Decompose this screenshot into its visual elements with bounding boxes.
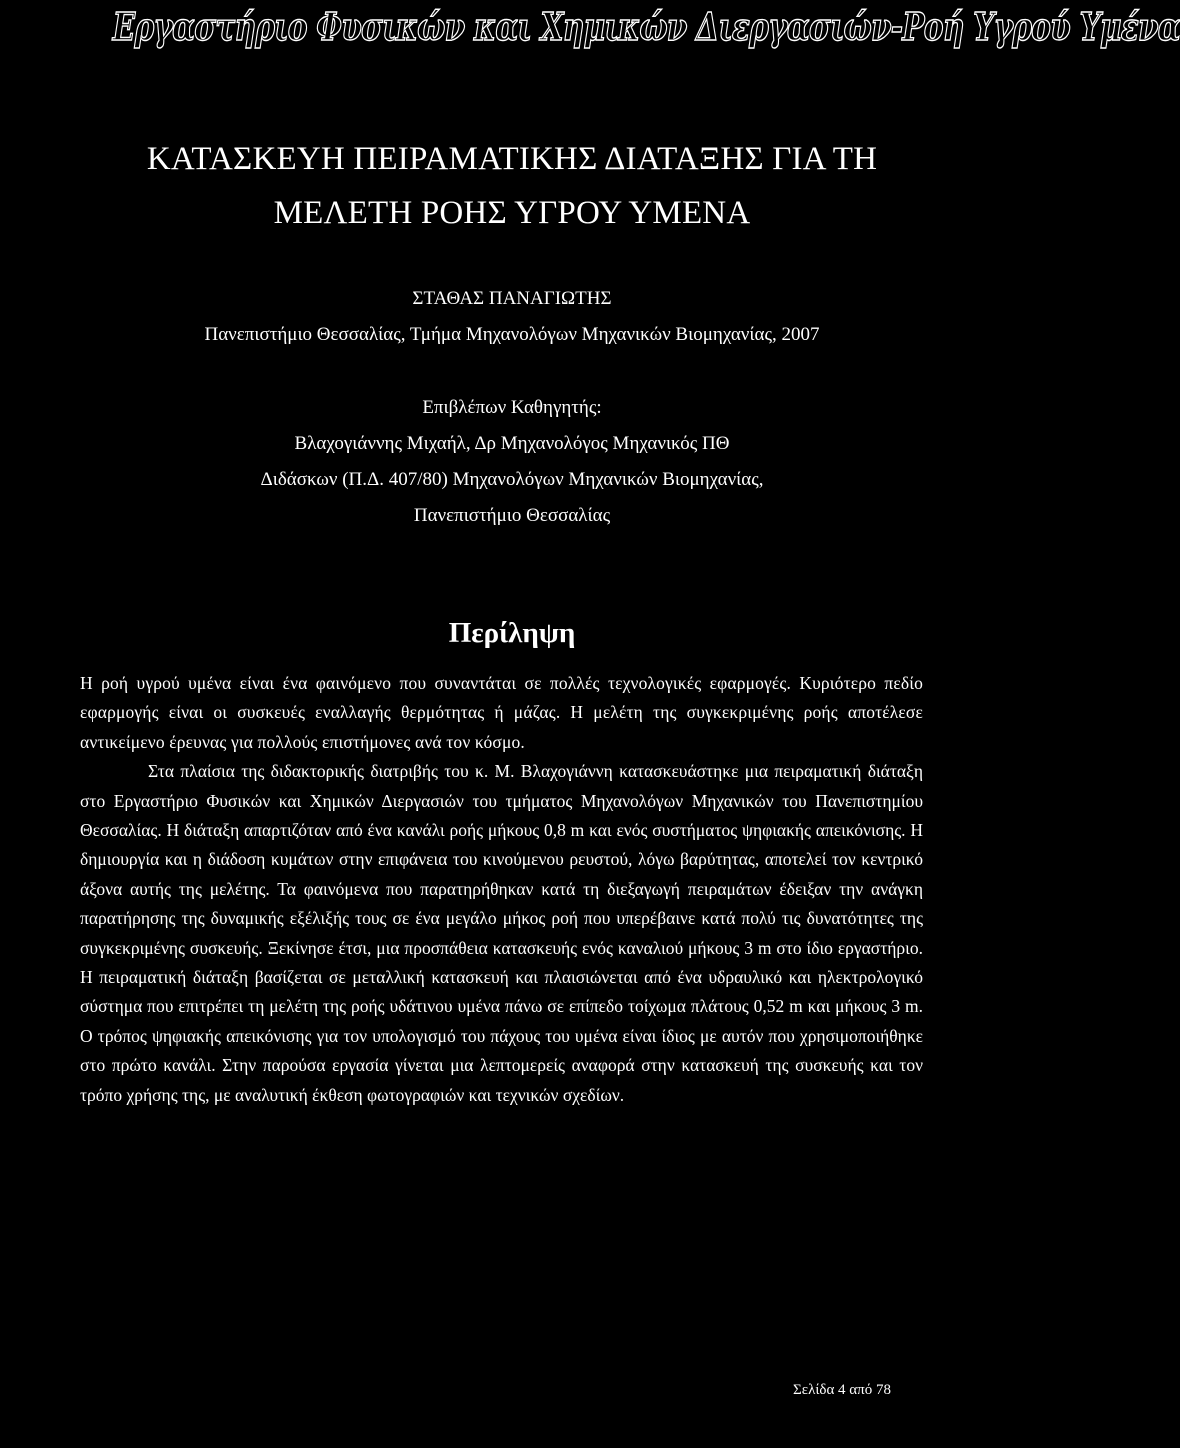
title-line-2: ΜΕΛΕΤΗ ΡΟΗΣ ΥΓΡΟΥ ΥΜΕΝΑ xyxy=(273,195,751,231)
author-affiliation: Πανεπιστήμιο Θεσσαλίας, Τμήμα Μηχανολόγων Μηχανικών Βιομηχανίας, 2007 xyxy=(204,324,820,345)
abstract-body xyxy=(80,669,923,1110)
author-name: ΣΤΑΘΑΣ ΠΑΝΑΓΙΩΤΗΣ xyxy=(412,288,612,309)
abstract-paragraph-2: Στα πλαίσια της διδακτορικής διατριβής του κ. Μ. Βλαχογιάννη κατασκευάστηκε μια πειραματική διάταξη στο Εργαστήριο Φυσικών και Χημικών Διεργασιών του τμήματος Μηχανολόγων Μηχανικών του Πανεπιστημίου Θεσσαλίας. Η διάταξη απαρτιζόταν από ένα κανάλι ροής μήκους 0,8 m και ενός συστήματος ψηφιακής απεικόνισης. Η δημιουργία και η διάδοση κυμάτων στην επιφάνεια του κινούμενου ρευστού, λόγω βαρύτητας, αποτελεί τον κεντρικό άξονα αυτής της μελέτης. Τα φαινόμενα που παρατηρήθηκαν κατά τη διεξαγωγή πειραμάτων έδειξαν την ανάγκη παρατήρησης της δυναμικής εξέλιξής τους σε ένα μεγάλο μήκος ροή που υπερέβαινε κατά πολύ τις δυνατότητες της συγκεκριμένης συσκευής. Ξεκίνησε έτσι, μια προσπάθεια κατασκευής ενός καναλιού μήκους 3 m στο ίδιο εργαστήριο. Η πειραματική διάταξη βασίζεται σε μεταλλική κατασκευή και πλαισιώνεται από ένα υδραυλικό και ηλεκτρολογικό σύστημα που επιτρέπει τη μελέτη της ροής υδάτινου υμένα πάνω σε επίπεδο τοίχωμα πλάτους 0,52 m και μήκους 3 m. Ο τρόπος ψηφιακής απεικόνισης για τον υπολογισμό του πάχους του υμένα είναι ίδιος με αυτόν που χρησιμοποιήθηκε στο πρώτο κανάλι. Στην παρούσα εργασία γίνεται μια λεπτομερείς αναφορά στην κατασκευή της συσκευής και τον τρόπο χρήσης της, με αναλυτική έκθεση φωτογραφιών και τεχνικών σχεδίων. xyxy=(80,761,923,1105)
abstract-paragraph-1: Η ροή υγρού υμένα είναι ένα φαινόμενο που συναντάται σε πολλές τεχνολογικές εφαρμογές. Κυριότερο πεδίο εφαρμογής είναι οι συσκευές εναλλαγής θερμότητας ή μάζας. Η μελέτη της συγκεκριμένης ροής αποτέλεσε αντικείμενο έρευνας για πολλούς επιστήμονες ανά τον κόσμο. xyxy=(80,673,923,752)
supervisor-line-1: Βλαχογιάννης Μιχαήλ, Δρ Μηχανολόγος Μηχανικός ΠΘ xyxy=(294,433,730,454)
supervisor-line-3: Πανεπιστήμιο Θεσσαλίας xyxy=(413,505,611,526)
title-line-1: ΚΑΤΑΣΚΕΥΗ ΠΕΙΡΑΜΑΤΙΚΗΣ ΔΙΑΤΑΞΗΣ ΓΙΑ ΤΗ xyxy=(146,141,878,177)
page-number: Σελίδα 4 από 78 xyxy=(793,1382,891,1398)
supervisor-label: Επιβλέπων Καθηγητής: xyxy=(422,397,602,418)
abstract-heading: Περίληψη xyxy=(448,617,576,649)
header-banner: Εργαστήριο Φυσικών και Χημικών Διεργασιών-Ροή Υγρού Υμένα xyxy=(112,4,1180,49)
supervisor-line-2: Διδάσκων (Π.Δ. 407/80) Μηχανολόγων Μηχανικών Βιομηχανίας, xyxy=(260,469,764,490)
